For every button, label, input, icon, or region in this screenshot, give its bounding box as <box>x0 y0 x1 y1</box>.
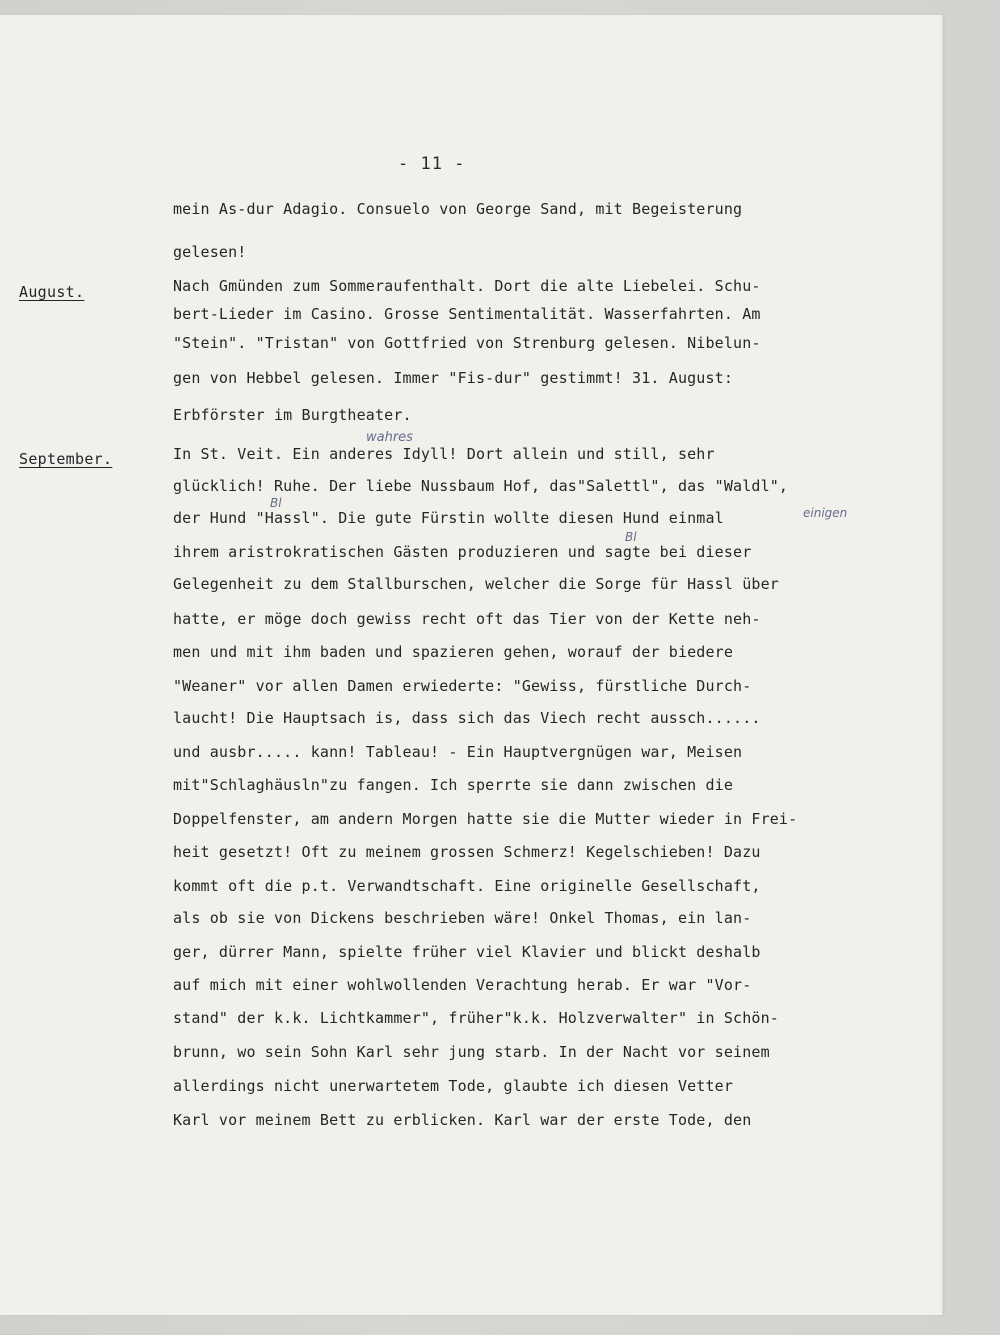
text-line: "Stein". "Tristan" von Gottfried von Strenburg gelesen. Nibelun- <box>173 334 761 352</box>
text-line: bert-Lieder im Casino. Grosse Sentimentalität. Wasserfahrten. Am <box>173 305 761 323</box>
pencil-annotation-bl: Bl <box>625 530 637 544</box>
text-line: als ob sie von Dickens beschrieben wäre! Onkel Thomas, ein lan- <box>173 909 752 927</box>
margin-note-august: August. <box>19 283 85 301</box>
text-line: Gelegenheit zu dem Stallburschen, welcher die Sorge für Hassl über <box>173 575 779 593</box>
text-line: und ausbr..... kann! Tableau! - Ein Hauptvergnügen war, Meisen <box>173 743 743 761</box>
text-line: heit gesetzt! Oft zu meinem grossen Schmerz! Kegelschieben! Dazu <box>173 843 761 861</box>
text-line: Karl vor meinem Bett zu erblicken. Karl war der erste Tode, den <box>173 1111 752 1129</box>
text-line: gen von Hebbel gelesen. Immer "Fis-dur" gestimmt! 31. August: <box>173 369 734 387</box>
text-line: laucht! Die Hauptsach is, dass sich das Viech recht aussch...... <box>173 709 761 727</box>
text-line: "Weaner" vor allen Damen erwiederte: "Gewiss, fürstliche Durch- <box>173 677 752 695</box>
text-line: Nach Gmünden zum Sommeraufenthalt. Dort die alte Liebelei. Schu- <box>173 277 761 295</box>
page-number: - 11 - <box>398 154 466 174</box>
text-line: hatte, er möge doch gewiss recht oft das Tier von der Kette neh- <box>173 610 761 628</box>
text-line: allerdings nicht unerwartetem Tode, glaubte ich diesen Vetter <box>173 1077 734 1095</box>
text-line: glücklich! Ruhe. Der liebe Nussbaum Hof, das"Salettl", das "Waldl", <box>173 477 789 495</box>
text-line: ger, dürrer Mann, spielte früher viel Klavier und blickt deshalb <box>173 943 761 961</box>
text-line: gelesen! <box>173 243 247 261</box>
text-line: kommt oft die p.t. Verwandtschaft. Eine originelle Gesellschaft, <box>173 877 761 895</box>
pencil-annotation-bl: Bl <box>270 496 282 510</box>
pencil-annotation-wahres: wahres <box>366 430 413 445</box>
text-line: mein As-dur Adagio. Consuelo von George Sand, mit Begeisterung <box>173 200 743 218</box>
text-line: Doppelfenster, am andern Morgen hatte sie die Mutter wieder in Frei- <box>173 810 798 828</box>
text-line: In St. Veit. Ein anderes Idyll! Dort allein und still, sehr <box>173 445 715 463</box>
text-line: Erbförster im Burgtheater. <box>173 406 412 424</box>
text-line: auf mich mit einer wohlwollenden Verachtung herab. Er war "Vor- <box>173 976 752 994</box>
text-line: men und mit ihm baden und spazieren gehen, worauf der biedere <box>173 643 734 661</box>
pencil-annotation-einigen: einigen <box>803 506 848 520</box>
text-line: stand" der k.k. Lichtkammer", früher"k.k. Holzverwalter" in Schön- <box>173 1009 779 1027</box>
margin-note-september: September. <box>19 450 113 468</box>
text-line: ihrem aristrokratischen Gästen produzieren und sagte bei dieser <box>173 543 752 561</box>
text-line: brunn, wo sein Sohn Karl sehr jung starb. In der Nacht vor seinem <box>173 1043 770 1061</box>
text-line: mit"Schlaghäusln"zu fangen. Ich sperrte sie dann zwischen die <box>173 776 734 794</box>
text-line: der Hund "Hassl". Die gute Fürstin wollte diesen Hund einmal <box>173 509 724 527</box>
